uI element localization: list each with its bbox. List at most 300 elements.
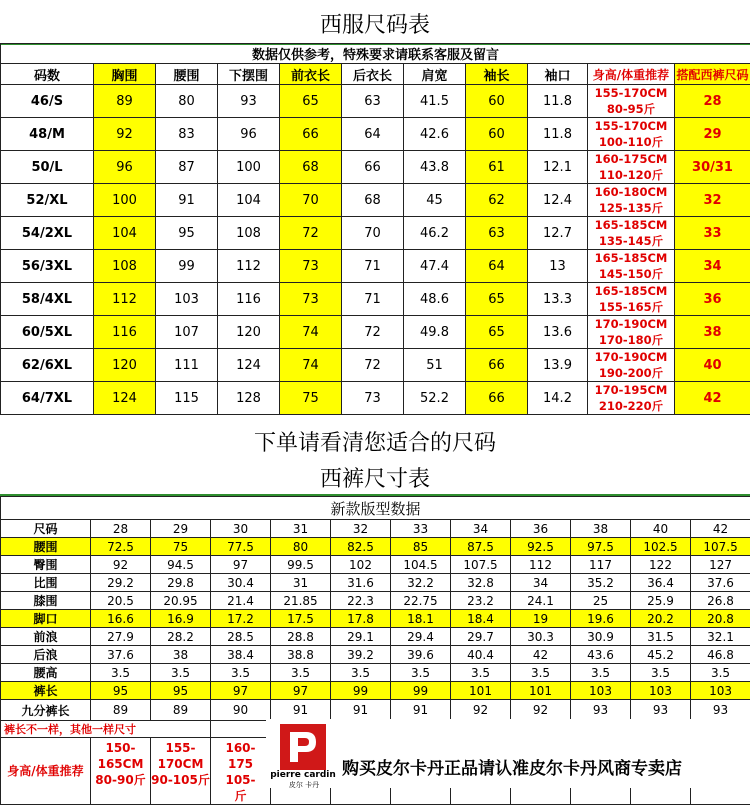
suit-front-cell: 73 xyxy=(280,250,342,283)
pants-value-cell: 36 xyxy=(511,520,571,538)
suit-waist-cell: 95 xyxy=(156,217,218,250)
suit-size-row xyxy=(1,382,750,415)
suit-recommend-line: 160-180CM xyxy=(588,184,674,200)
suit-recommend-cell xyxy=(588,85,675,118)
suit-size-cell: 46/S xyxy=(1,85,94,118)
pants-value-cell: 38.8 xyxy=(271,646,331,664)
suit-shoulder-cell: 43.8 xyxy=(404,151,466,184)
pants-value-cell: 92.5 xyxy=(511,538,571,556)
pants-measure-row xyxy=(1,538,750,556)
pants-ninth-cell: 89 xyxy=(91,700,151,721)
suit-recommend-line: 165-185CM xyxy=(588,250,674,266)
pants-value-cell: 95 xyxy=(91,682,151,700)
pants-value-cell: 103 xyxy=(691,682,750,700)
pants-recommend-cell xyxy=(151,738,211,805)
pants-value-cell: 20.95 xyxy=(151,592,211,610)
pants-value-cell: 42 xyxy=(691,520,750,538)
pants-value-cell: 17.8 xyxy=(331,610,391,628)
pants-value-cell: 127 xyxy=(691,556,750,574)
suit-shoulder-cell: 46.2 xyxy=(404,217,466,250)
suit-recommend-line: 135-145斤 xyxy=(588,233,674,249)
pants-recommend-line: 155- xyxy=(151,740,210,756)
suit-recommend-cell xyxy=(588,151,675,184)
pants-row-label: 腰高 xyxy=(1,664,91,682)
pants-value-cell: 97.5 xyxy=(571,538,631,556)
pants-value-cell: 77.5 xyxy=(211,538,271,556)
suit-cuff-cell: 13 xyxy=(528,250,588,283)
pants-value-cell: 31.5 xyxy=(631,628,691,646)
pants-value-cell: 25.9 xyxy=(631,592,691,610)
pants-value-cell: 30.3 xyxy=(511,628,571,646)
pants-value-cell: 29 xyxy=(151,520,211,538)
suit-header-cell: 身高/体重推荐 xyxy=(588,64,675,85)
pants-recommend-label: 身高/体重推荐 xyxy=(1,738,91,805)
suit-pants-size-cell: 33 xyxy=(675,217,750,250)
pants-recommend-line: 105- xyxy=(211,772,270,788)
pants-row-label: 臀围 xyxy=(1,556,91,574)
suit-cuff-cell: 13.3 xyxy=(528,283,588,316)
suit-sleeve-cell: 61 xyxy=(466,151,528,184)
pants-value-cell: 22.75 xyxy=(391,592,451,610)
pants-value-cell: 21.4 xyxy=(211,592,271,610)
pants-value-cell: 39.6 xyxy=(391,646,451,664)
pants-row-label: 前浪 xyxy=(1,628,91,646)
pants-value-cell: 25 xyxy=(571,592,631,610)
pants-value-cell: 31 xyxy=(271,574,331,592)
pants-value-cell: 46.8 xyxy=(691,646,750,664)
pants-value-cell: 101 xyxy=(511,682,571,700)
suit-recommend-cell xyxy=(588,184,675,217)
suit-front-cell: 68 xyxy=(280,151,342,184)
suit-size-cell: 52/XL xyxy=(1,184,94,217)
pants-value-cell: 75 xyxy=(151,538,211,556)
pants-value-cell: 38.4 xyxy=(211,646,271,664)
pants-recommend-cell xyxy=(211,738,271,805)
suit-shoulder-cell: 49.8 xyxy=(404,316,466,349)
suit-sleeve-cell: 65 xyxy=(466,283,528,316)
suit-hem-cell: 108 xyxy=(218,217,280,250)
suit-waist-cell: 99 xyxy=(156,250,218,283)
suit-recommend-line: 160-175CM xyxy=(588,151,674,167)
suit-sleeve-cell: 64 xyxy=(466,250,528,283)
suit-hem-cell: 93 xyxy=(218,85,280,118)
pants-value-cell: 117 xyxy=(571,556,631,574)
suit-size-row xyxy=(1,349,750,382)
pants-value-cell: 19.6 xyxy=(571,610,631,628)
pants-value-cell: 16.6 xyxy=(91,610,151,628)
suit-size-title: 西服尺码表 xyxy=(0,8,750,39)
suit-waist-cell: 87 xyxy=(156,151,218,184)
suit-sleeve-cell: 66 xyxy=(466,349,528,382)
pants-value-cell: 17.5 xyxy=(271,610,331,628)
logo-sub: 皮尔 卡丹 xyxy=(276,780,332,790)
pants-value-cell: 20.8 xyxy=(691,610,750,628)
pants-recommend-line: 90-105斤 xyxy=(151,772,210,788)
suit-shoulder-cell: 48.6 xyxy=(404,283,466,316)
suit-recommend-line: 190-200斤 xyxy=(588,365,674,381)
pants-value-cell: 18.1 xyxy=(391,610,451,628)
suit-header-cell: 码数 xyxy=(1,64,94,85)
suit-cuff-cell: 12.7 xyxy=(528,217,588,250)
suit-recommend-line: 80-95斤 xyxy=(588,101,674,117)
pants-value-cell: 107.5 xyxy=(451,556,511,574)
suit-recommend-cell xyxy=(588,217,675,250)
suit-cuff-cell: 13.9 xyxy=(528,349,588,382)
suit-recommend-line: 110-120斤 xyxy=(588,167,674,183)
pants-value-cell: 33 xyxy=(391,520,451,538)
suit-size-cell: 60/5XL xyxy=(1,316,94,349)
pants-value-cell: 87.5 xyxy=(451,538,511,556)
pants-ninth-cell: 91 xyxy=(271,700,331,721)
pants-value-cell: 122 xyxy=(631,556,691,574)
pants-value-cell: 31 xyxy=(271,520,331,538)
pants-ninth-cell: 92 xyxy=(511,700,571,721)
suit-size-row xyxy=(1,118,750,151)
pants-ninth-cell: 93 xyxy=(571,700,631,721)
pants-value-cell: 97 xyxy=(211,682,271,700)
pants-value-cell: 21.85 xyxy=(271,592,331,610)
suit-back-cell: 72 xyxy=(342,349,404,382)
suit-recommend-line: 100-110斤 xyxy=(588,134,674,150)
suit-recommend-line: 165-185CM xyxy=(588,217,674,233)
pants-value-cell: 29.4 xyxy=(391,628,451,646)
suit-note: 数据仅供参考，特殊要求请联系客服及留言 xyxy=(1,44,750,64)
suit-chest-cell: 92 xyxy=(94,118,156,151)
pants-ninth-cell: 91 xyxy=(391,700,451,721)
pants-value-cell: 38 xyxy=(151,646,211,664)
pants-value-cell: 103 xyxy=(571,682,631,700)
pants-value-cell: 32.1 xyxy=(691,628,750,646)
suit-front-cell: 66 xyxy=(280,118,342,151)
suit-front-cell: 74 xyxy=(280,349,342,382)
suit-front-cell: 65 xyxy=(280,85,342,118)
pants-value-cell: 3.5 xyxy=(691,664,750,682)
pants-value-cell: 95 xyxy=(151,682,211,700)
pants-row-label: 比围 xyxy=(1,574,91,592)
pants-value-cell: 97 xyxy=(211,556,271,574)
pants-size-title: 西裤尺寸表 xyxy=(0,462,750,493)
pants-measure-row xyxy=(1,682,750,700)
logo-mark-icon xyxy=(280,724,326,770)
suit-sleeve-cell: 65 xyxy=(466,316,528,349)
suit-recommend-line: 170-180斤 xyxy=(588,332,674,348)
pants-value-cell: 37.6 xyxy=(691,574,750,592)
suit-pants-size-cell: 30/31 xyxy=(675,151,750,184)
suit-pants-size-cell: 32 xyxy=(675,184,750,217)
pants-row-label: 腰围 xyxy=(1,538,91,556)
pants-value-cell: 39.2 xyxy=(331,646,391,664)
suit-recommend-line: 145-150斤 xyxy=(588,266,674,282)
suit-size-row xyxy=(1,316,750,349)
suit-chest-cell: 89 xyxy=(94,85,156,118)
suit-cuff-cell: 13.6 xyxy=(528,316,588,349)
pants-value-cell: 30 xyxy=(211,520,271,538)
pants-value-cell: 35.2 xyxy=(571,574,631,592)
suit-size-cell: 64/7XL xyxy=(1,382,94,415)
suit-back-cell: 71 xyxy=(342,283,404,316)
suit-shoulder-cell: 41.5 xyxy=(404,85,466,118)
pants-value-cell: 32 xyxy=(331,520,391,538)
pants-measure-row xyxy=(1,646,750,664)
suit-size-cell: 62/6XL xyxy=(1,349,94,382)
suit-chest-cell: 104 xyxy=(94,217,156,250)
pants-value-cell: 16.9 xyxy=(151,610,211,628)
suit-size-cell: 56/3XL xyxy=(1,250,94,283)
suit-pants-size-cell: 38 xyxy=(675,316,750,349)
suit-waist-cell: 111 xyxy=(156,349,218,382)
pants-value-cell: 38 xyxy=(571,520,631,538)
suit-back-cell: 64 xyxy=(342,118,404,151)
pants-value-cell: 43.6 xyxy=(571,646,631,664)
pants-ninth-cell: 93 xyxy=(691,700,750,721)
pants-version-label: 新款版型数据 xyxy=(1,497,750,520)
pants-ninth-cell: 93 xyxy=(631,700,691,721)
suit-size-cell: 58/4XL xyxy=(1,283,94,316)
pants-measure-row xyxy=(1,664,750,682)
pants-ninth-cell: 90 xyxy=(211,700,271,721)
pants-measure-row xyxy=(1,520,750,538)
pants-value-cell: 99 xyxy=(391,682,451,700)
pants-value-cell: 20.2 xyxy=(631,610,691,628)
suit-chest-cell: 124 xyxy=(94,382,156,415)
suit-size-cell: 48/M xyxy=(1,118,94,151)
suit-waist-cell: 91 xyxy=(156,184,218,217)
pants-value-cell: 102.5 xyxy=(631,538,691,556)
pants-value-cell: 29.2 xyxy=(91,574,151,592)
pants-measure-row xyxy=(1,556,750,574)
suit-back-cell: 70 xyxy=(342,217,404,250)
pants-value-cell: 3.5 xyxy=(331,664,391,682)
pants-value-cell: 72.5 xyxy=(91,538,151,556)
suit-recommend-line: 155-170CM xyxy=(588,85,674,101)
suit-size-row xyxy=(1,250,750,283)
suit-hem-cell: 100 xyxy=(218,151,280,184)
suit-header-cell: 前衣长 xyxy=(280,64,342,85)
pants-value-cell: 20.5 xyxy=(91,592,151,610)
suit-hem-cell: 116 xyxy=(218,283,280,316)
suit-recommend-line: 155-170CM xyxy=(588,118,674,134)
suit-cuff-cell: 12.1 xyxy=(528,151,588,184)
pants-value-cell: 3.5 xyxy=(571,664,631,682)
logo-name: pierre cardin xyxy=(270,770,336,780)
suit-header-cell: 后衣长 xyxy=(342,64,404,85)
pants-value-cell: 28 xyxy=(91,520,151,538)
pants-value-cell: 82.5 xyxy=(331,538,391,556)
suit-waist-cell: 80 xyxy=(156,85,218,118)
pants-value-cell: 34 xyxy=(511,574,571,592)
pants-value-cell: 18.4 xyxy=(451,610,511,628)
suit-hem-cell: 112 xyxy=(218,250,280,283)
pants-recommend-line: 170CM xyxy=(151,756,210,772)
pants-value-cell: 102 xyxy=(331,556,391,574)
pants-recommend-line: 斤 xyxy=(211,788,270,804)
pants-value-cell: 28.8 xyxy=(271,628,331,646)
suit-recommend-cell xyxy=(588,283,675,316)
pants-row-label: 膝围 xyxy=(1,592,91,610)
pants-value-cell: 23.2 xyxy=(451,592,511,610)
suit-pants-size-cell: 42 xyxy=(675,382,750,415)
pants-value-cell: 112 xyxy=(511,556,571,574)
suit-recommend-cell xyxy=(588,250,675,283)
pants-value-cell: 31.6 xyxy=(331,574,391,592)
pants-measure-row xyxy=(1,610,750,628)
pants-value-cell: 3.5 xyxy=(451,664,511,682)
pants-value-cell: 107.5 xyxy=(691,538,750,556)
pants-recommend-line: 160- xyxy=(211,740,270,756)
suit-header-cell: 胸围 xyxy=(94,64,156,85)
pants-measure-row xyxy=(1,628,750,646)
pants-value-cell: 24.1 xyxy=(511,592,571,610)
suit-chest-cell: 108 xyxy=(94,250,156,283)
suit-size-row xyxy=(1,151,750,184)
suit-header-cell: 下摆围 xyxy=(218,64,280,85)
pants-value-cell: 34 xyxy=(451,520,511,538)
suit-cuff-cell: 11.8 xyxy=(528,85,588,118)
suit-recommend-line: 170-195CM xyxy=(588,382,674,398)
pants-value-cell: 27.9 xyxy=(91,628,151,646)
suit-sleeve-cell: 62 xyxy=(466,184,528,217)
suit-pants-size-cell: 40 xyxy=(675,349,750,382)
suit-header-cell: 袖口 xyxy=(528,64,588,85)
suit-recommend-line: 170-190CM xyxy=(588,316,674,332)
suit-size-row xyxy=(1,217,750,250)
suit-size-row xyxy=(1,184,750,217)
suit-size-row xyxy=(1,85,750,118)
pants-row-label: 裤长 xyxy=(1,682,91,700)
suit-hem-cell: 96 xyxy=(218,118,280,151)
pants-value-cell: 42 xyxy=(511,646,571,664)
pants-value-cell: 94.5 xyxy=(151,556,211,574)
suit-back-cell: 73 xyxy=(342,382,404,415)
suit-back-cell: 66 xyxy=(342,151,404,184)
pants-value-cell: 32.2 xyxy=(391,574,451,592)
suit-size-cell: 50/L xyxy=(1,151,94,184)
suit-hem-cell: 128 xyxy=(218,382,280,415)
pants-value-cell: 80 xyxy=(271,538,331,556)
suit-chest-cell: 112 xyxy=(94,283,156,316)
pants-value-cell: 45.2 xyxy=(631,646,691,664)
suit-header-cell: 袖长 xyxy=(466,64,528,85)
pants-value-cell: 101 xyxy=(451,682,511,700)
pants-value-cell: 36.4 xyxy=(631,574,691,592)
suit-hem-cell: 120 xyxy=(218,316,280,349)
pants-value-cell: 85 xyxy=(391,538,451,556)
suit-header-cell: 肩宽 xyxy=(404,64,466,85)
suit-shoulder-cell: 51 xyxy=(404,349,466,382)
pants-value-cell: 28.2 xyxy=(151,628,211,646)
suit-sleeve-cell: 63 xyxy=(466,217,528,250)
suit-recommend-line: 155-165斤 xyxy=(588,299,674,315)
pants-value-cell: 29.7 xyxy=(451,628,511,646)
suit-recommend-line: 170-190CM xyxy=(588,349,674,365)
suit-chest-cell: 120 xyxy=(94,349,156,382)
pants-measure-row xyxy=(1,574,750,592)
pants-value-cell: 3.5 xyxy=(511,664,571,682)
pants-recommend-line: 165CM xyxy=(91,756,150,772)
pants-value-cell: 29.1 xyxy=(331,628,391,646)
pants-value-cell: 103 xyxy=(631,682,691,700)
pants-recommend-cell xyxy=(91,738,151,805)
suit-front-cell: 75 xyxy=(280,382,342,415)
suit-pants-size-cell: 28 xyxy=(675,85,750,118)
pants-ninth-cell: 91 xyxy=(331,700,391,721)
pants-value-cell: 99.5 xyxy=(271,556,331,574)
pants-ninth-cell: 92 xyxy=(451,700,511,721)
pants-value-cell: 22.3 xyxy=(331,592,391,610)
suit-hem-cell: 104 xyxy=(218,184,280,217)
suit-recommend-line: 210-220斤 xyxy=(588,398,674,414)
suit-recommend-line: 125-135斤 xyxy=(588,200,674,216)
size-tip: 下单请看清您适合的尺码 xyxy=(0,426,750,457)
pants-recommend-line: 150- xyxy=(91,740,150,756)
suit-shoulder-cell: 45 xyxy=(404,184,466,217)
pants-measure-row xyxy=(1,592,750,610)
pants-value-cell: 19 xyxy=(511,610,571,628)
suit-cuff-cell: 12.4 xyxy=(528,184,588,217)
suit-shoulder-cell: 52.2 xyxy=(404,382,466,415)
pants-value-cell: 104.5 xyxy=(391,556,451,574)
pants-value-cell: 97 xyxy=(271,682,331,700)
suit-recommend-cell xyxy=(588,349,675,382)
suit-header-row xyxy=(1,64,750,85)
pants-value-cell: 37.6 xyxy=(91,646,151,664)
pants-recommend-line: 80-90斤 xyxy=(91,772,150,788)
suit-recommend-line: 165-185CM xyxy=(588,283,674,299)
suit-shoulder-cell: 47.4 xyxy=(404,250,466,283)
pants-value-cell: 3.5 xyxy=(91,664,151,682)
suit-recommend-cell xyxy=(588,316,675,349)
suit-front-cell: 74 xyxy=(280,316,342,349)
suit-chest-cell: 96 xyxy=(94,151,156,184)
suit-pants-size-cell: 34 xyxy=(675,250,750,283)
suit-sleeve-cell: 60 xyxy=(466,118,528,151)
pants-value-cell: 92 xyxy=(91,556,151,574)
pierre-cardin-logo xyxy=(280,724,326,770)
suit-front-cell: 73 xyxy=(280,283,342,316)
pants-ninth-cell: 89 xyxy=(151,700,211,721)
suit-waist-cell: 115 xyxy=(156,382,218,415)
pants-ninth-row xyxy=(1,700,750,721)
suit-cuff-cell: 11.8 xyxy=(528,118,588,151)
pants-recommend-line: 175 xyxy=(211,756,270,772)
pants-row-label: 脚口 xyxy=(1,610,91,628)
pants-value-cell: 26.8 xyxy=(691,592,750,610)
pants-value-cell: 40.4 xyxy=(451,646,511,664)
pants-value-cell: 3.5 xyxy=(631,664,691,682)
suit-back-cell: 72 xyxy=(342,316,404,349)
pants-value-cell: 29.8 xyxy=(151,574,211,592)
suit-back-cell: 63 xyxy=(342,85,404,118)
suit-cuff-cell: 14.2 xyxy=(528,382,588,415)
suit-size-table xyxy=(0,43,750,415)
suit-waist-cell: 103 xyxy=(156,283,218,316)
pants-value-cell: 30.4 xyxy=(211,574,271,592)
suit-size-cell: 54/2XL xyxy=(1,217,94,250)
suit-waist-cell: 83 xyxy=(156,118,218,151)
pants-row-label: 尺码 xyxy=(1,520,91,538)
suit-sleeve-cell: 66 xyxy=(466,382,528,415)
pants-value-cell: 3.5 xyxy=(391,664,451,682)
pants-value-cell: 40 xyxy=(631,520,691,538)
suit-chest-cell: 100 xyxy=(94,184,156,217)
suit-front-cell: 70 xyxy=(280,184,342,217)
suit-pants-size-cell: 36 xyxy=(675,283,750,316)
pants-length-note: 裤长不一样，其他一样尺寸 xyxy=(1,721,211,738)
pants-value-cell: 3.5 xyxy=(271,664,331,682)
pants-value-cell: 30.9 xyxy=(571,628,631,646)
suit-header-cell: 搭配西裤尺码 xyxy=(675,64,750,85)
suit-chest-cell: 116 xyxy=(94,316,156,349)
